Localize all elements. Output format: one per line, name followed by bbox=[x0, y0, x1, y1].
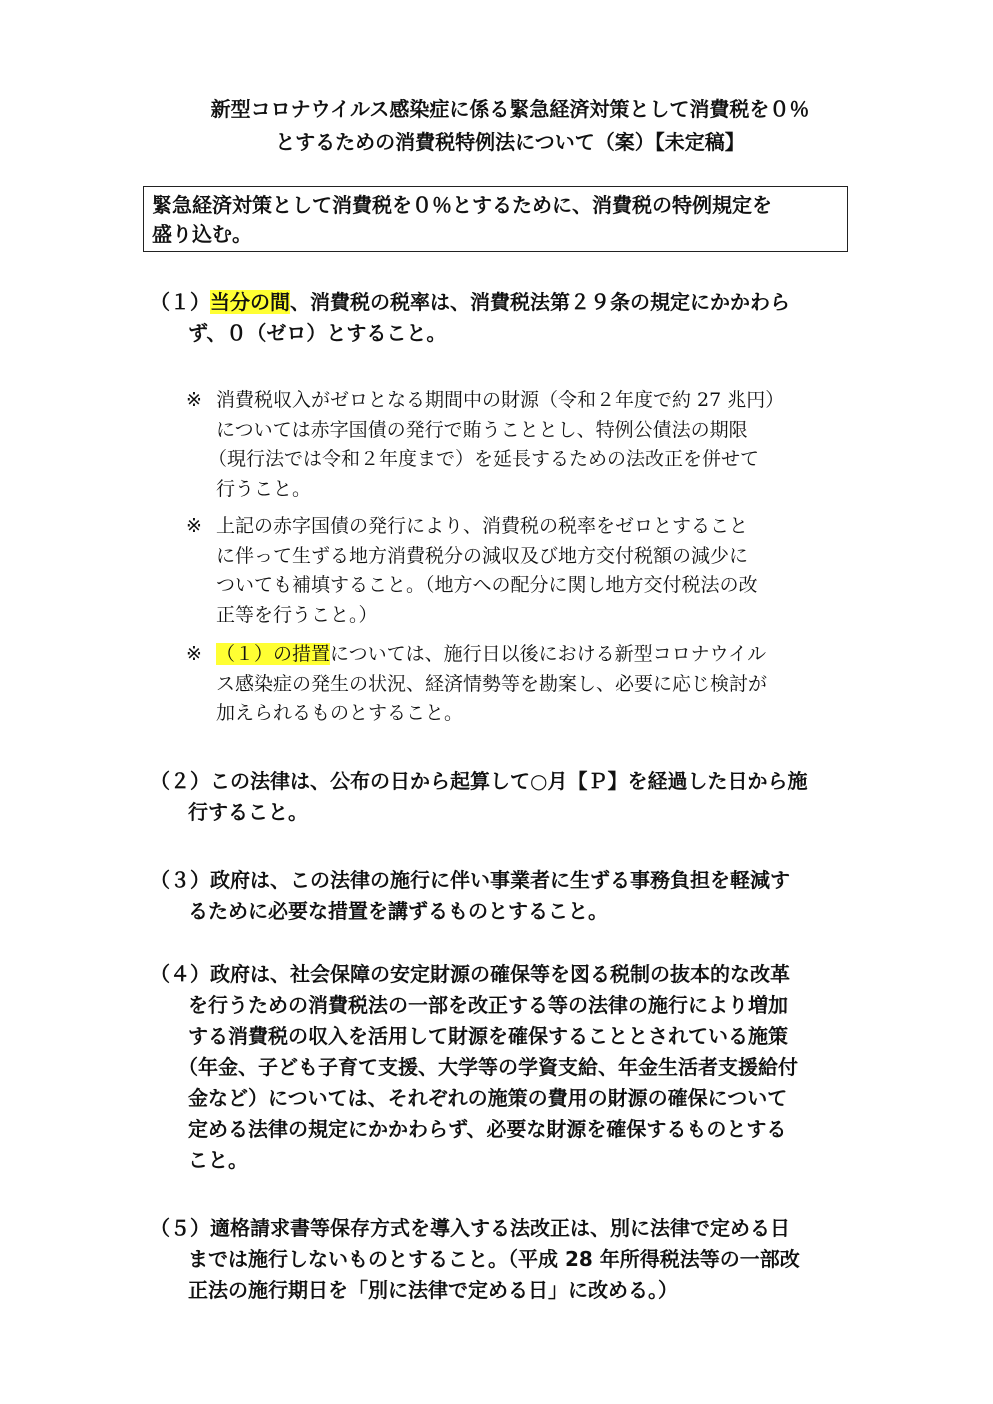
title-line-1: 新型コロナウイルス感染症に係る緊急経済対策として消費税を０％ bbox=[210, 97, 810, 121]
item-4-line-7: こと。 bbox=[188, 1148, 248, 1172]
summary-box bbox=[143, 186, 848, 252]
item-3-line-2: るために必要な措置を講ずるものとすること。 bbox=[188, 899, 608, 923]
item-1-highlight: 当分の間 bbox=[210, 290, 290, 314]
note-3-line-3: 加えられるものとすること。 bbox=[216, 702, 464, 724]
item-3-line-1: （３）政府は、この法律の施行に伴い事業者に生ずる事務負担を軽減す bbox=[150, 868, 790, 892]
item-1 bbox=[150, 287, 860, 349]
note-1-line-4: 行うこと。 bbox=[216, 477, 312, 500]
note-3-line-2: ス感染症の発生の状況、経済情勢等を勘案し、必要に応じ検討が bbox=[216, 672, 768, 695]
item-2-line-1: （２）この法律は、公布の日から起算して○月【Ｐ】を経過した日から施 bbox=[150, 769, 808, 793]
note-1-mark: ※ bbox=[186, 389, 202, 411]
item-3 bbox=[150, 865, 860, 927]
note-3-line-1-rest: については、施行日以後における新型コロナウイル bbox=[330, 643, 767, 665]
item-4-line-3: する消費税の収入を活用して財源を確保することとされている施策 bbox=[188, 1024, 788, 1048]
item-1-line-2: ず、０（ゼロ）とすること。 bbox=[188, 321, 447, 345]
item-1-line-1 bbox=[150, 287, 860, 318]
note-2-line-2: に伴って生ずる地方消費税分の減収及び地方交付税額の減少に bbox=[216, 544, 749, 567]
note-2-line-1: 上記の赤字国債の発行により、消費税の税率をゼロとすること bbox=[216, 515, 749, 537]
note-2-mark: ※ bbox=[186, 515, 202, 537]
note-3 bbox=[186, 640, 866, 729]
item-4-line-2: を行うための消費税法の一部を改正する等の法律の施行により増加 bbox=[188, 993, 788, 1017]
note-1-line-3: （現行法では令和２年度まで）を延長するための法改正を併せて bbox=[208, 448, 760, 470]
document-title bbox=[150, 93, 870, 159]
item-4-line-1: （４）政府は、社会保障の安定財源の確保等を図る税制の抜本的な改革 bbox=[150, 962, 790, 986]
note-3-mark: ※ bbox=[186, 643, 202, 665]
note-3-highlight: （１）の措置 bbox=[216, 643, 331, 665]
note-1-line-1: 消費税収入がゼロとなる期間中の財源（令和２年度で約 27 兆円） bbox=[216, 389, 785, 411]
item-4-line-6: 定める法律の規定にかかわらず、必要な財源を確保するものとする bbox=[188, 1117, 787, 1141]
note-1 bbox=[186, 386, 866, 504]
item-5-line-2: までは施行しないものとすること。（平成 28 年所得税法等の一部改 bbox=[188, 1247, 800, 1271]
item-2-line-2: 行すること。 bbox=[188, 800, 308, 824]
item-2 bbox=[150, 766, 860, 828]
item-5-line-1: （５）適格請求書等保存方式を導入する法改正は、別に法律で定める日 bbox=[150, 1216, 790, 1240]
item-4-line-5: 金など）については、それぞれの施策の費用の財源の確保について bbox=[188, 1086, 788, 1110]
item-4 bbox=[150, 959, 860, 1176]
item-1-number: （１） bbox=[150, 290, 210, 314]
title-line-2: とするための消費税特例法について（案）【未定稿】 bbox=[275, 130, 745, 154]
summary-line-2: 盛り込む。 bbox=[152, 222, 252, 246]
note-2-line-3: ついても補填すること。（地方への配分に関し地方交付税法の改 bbox=[216, 574, 758, 596]
item-1-line-1-rest: 、消費税の税率は、消費税法第２９条の規定にかかわら bbox=[290, 290, 790, 314]
item-5 bbox=[150, 1213, 860, 1306]
item-4-line-4: （年金、子ども子育て支援、大学等の学資支給、年金生活者支援給付 bbox=[178, 1055, 798, 1079]
note-2-line-4: 正等を行うこと。） bbox=[216, 603, 378, 626]
note-2 bbox=[186, 512, 866, 630]
summary-line-1: 緊急経済対策として消費税を０％とするために、消費税の特例規定を bbox=[152, 193, 772, 217]
item-5-line-3: 正法の施行期日を「別に法律で定める日」に改める。） bbox=[188, 1278, 678, 1302]
note-1-line-2: については赤字国債の発行で賄うこととし、特例公債法の期限 bbox=[216, 418, 748, 441]
